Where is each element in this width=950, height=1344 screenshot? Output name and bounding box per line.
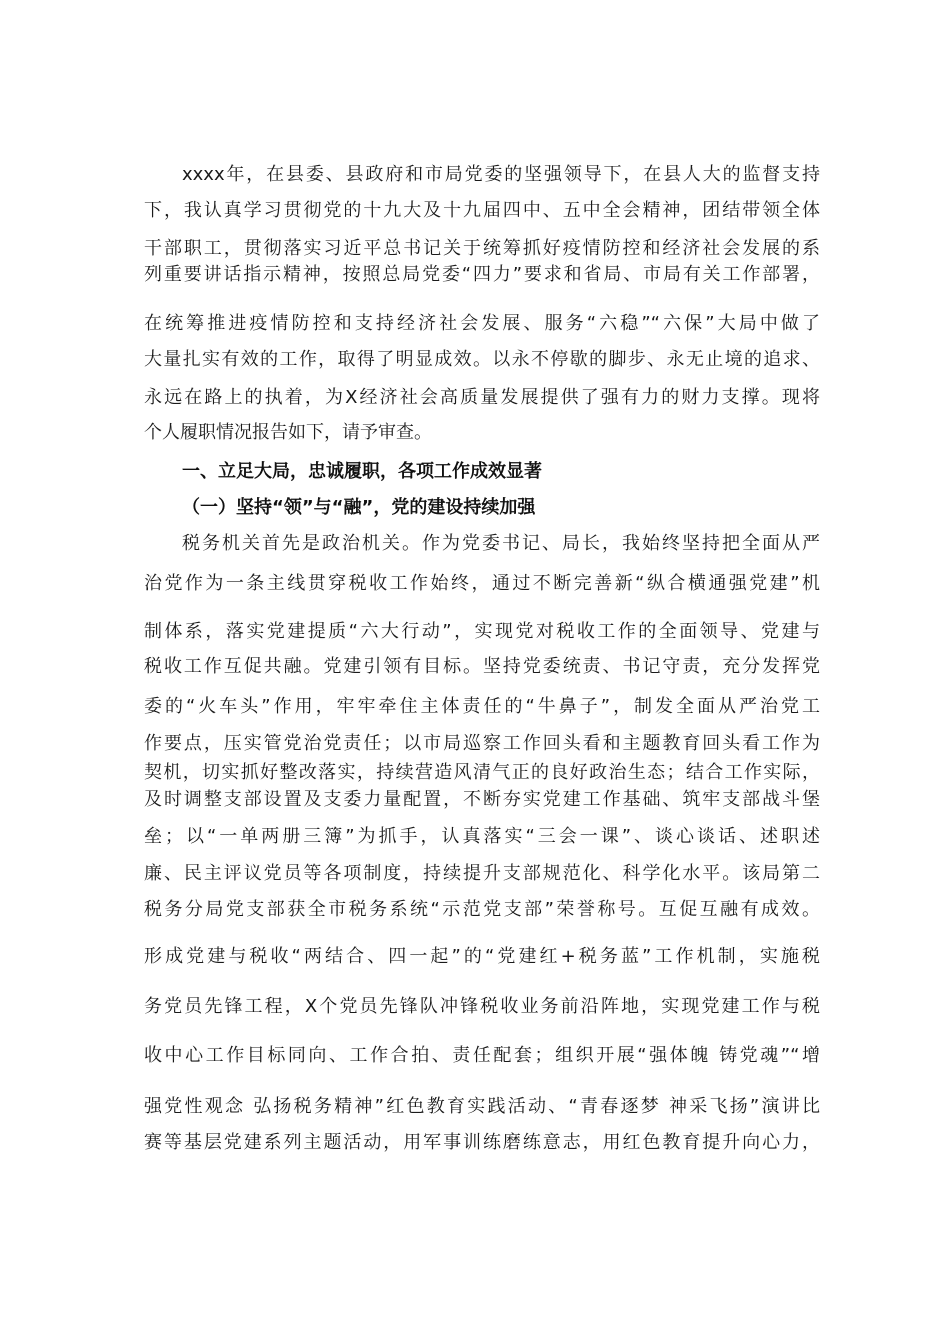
paragraph1-line: 大量扎实有效的工作，取得了明显成效。以永不停歇的脚步、永无止境的追求、 xyxy=(144,349,820,370)
paragraph2-line: 形成党建与税收“两结合、四一起”的“党建红+税务蓝”工作机制，实施税 xyxy=(144,946,820,967)
paragraph2-line: 委的“火车头”作用，牢牢牵住主体责任的“牛鼻子”，制发全面从严治党工 xyxy=(144,696,820,717)
subsection-heading: （一）坚持“领”与“融”，党的建设持续加强 xyxy=(182,497,536,518)
paragraph1-line: xxxx年，在县委、县政府和市局党委的坚强领导下，在县人大的监督支持 xyxy=(182,164,820,185)
paragraph2-line: 务党员先锋工程，X个党员先锋队冲锋税收业务前沿阵地，实现党建工作与税 xyxy=(144,996,820,1017)
paragraph1-line: 下，我认真学习贯彻党的十九大及十九届四中、五中全会精神，团结带领全体 xyxy=(144,200,820,221)
paragraph1-line: 永远在路上的执着，为X经济社会高质量发展提供了强有力的财力支撑。现将 xyxy=(144,387,820,408)
paragraph1-line: 干部职工，贯彻落实习近平总书记关于统筹抓好疫情防控和经济社会发展的系 xyxy=(144,238,820,259)
paragraph1-line: 列重要讲话指示精神，按照总局党委“四力”要求和省局、市局有关工作部署， xyxy=(144,264,820,285)
paragraph2-line: 廉、民主评议党员等各项制度，持续提升支部规范化、科学化水平。该局第二 xyxy=(144,863,820,884)
paragraph2-line: 制体系，落实党建提质“六大行动”，实现党对税收工作的全面领导、党建与 xyxy=(144,621,820,642)
paragraph2-line: 税收工作互促共融。党建引领有目标。坚持党委统责、书记守责，充分发挥党 xyxy=(144,656,820,677)
paragraph2-line: 作要点，压实管党治党责任；以市局巡察工作回头看和主题教育回头看工作为 xyxy=(144,733,820,754)
section-heading: 一、立足大局，忠诚履职，各项工作成效显著 xyxy=(182,461,542,482)
paragraph1-line: 在统筹推进疫情防控和支持经济社会发展、服务“六稳”“六保”大局中做了 xyxy=(144,313,820,334)
paragraph2-line: 垒；以“一单两册三簿”为抓手，认真落实“三会一课”、谈心谈话、述职述 xyxy=(144,826,820,847)
paragraph2-line: 赛等基层党建系列主题活动，用军事训练磨练意志，用红色教育提升向心力， xyxy=(144,1132,820,1153)
paragraph2-line: 及时调整支部设置及支委力量配置，不断夯实党建工作基础、筑牢支部战斗堡 xyxy=(144,789,820,810)
paragraph1-line: 个人履职情况报告如下，请予审查。 xyxy=(144,422,432,443)
paragraph2-line: 契机，切实抓好整改落实，持续营造风清气正的良好政治生态；结合工作实际， xyxy=(144,762,820,783)
paragraph2-line: 税务机关首先是政治机关。作为党委书记、局长，我始终坚持把全面从严 xyxy=(182,533,820,554)
paragraph2-line: 税务分局党支部获全市税务系统“示范党支部”荣誉称号。互促互融有成效。 xyxy=(144,899,820,920)
paragraph2-line: 强党性观念 弘扬税务精神”红色教育实践活动、“青春逐梦 神采飞扬”演讲比 xyxy=(144,1096,820,1117)
paragraph2-line: 治党作为一条主线贯穿税收工作始终，通过不断完善新“纵合横通强党建”机 xyxy=(144,573,820,594)
paragraph2-line: 收中心工作目标同向、工作合拍、责任配套；组织开展“强体魄 铸党魂”“增 xyxy=(144,1045,820,1066)
